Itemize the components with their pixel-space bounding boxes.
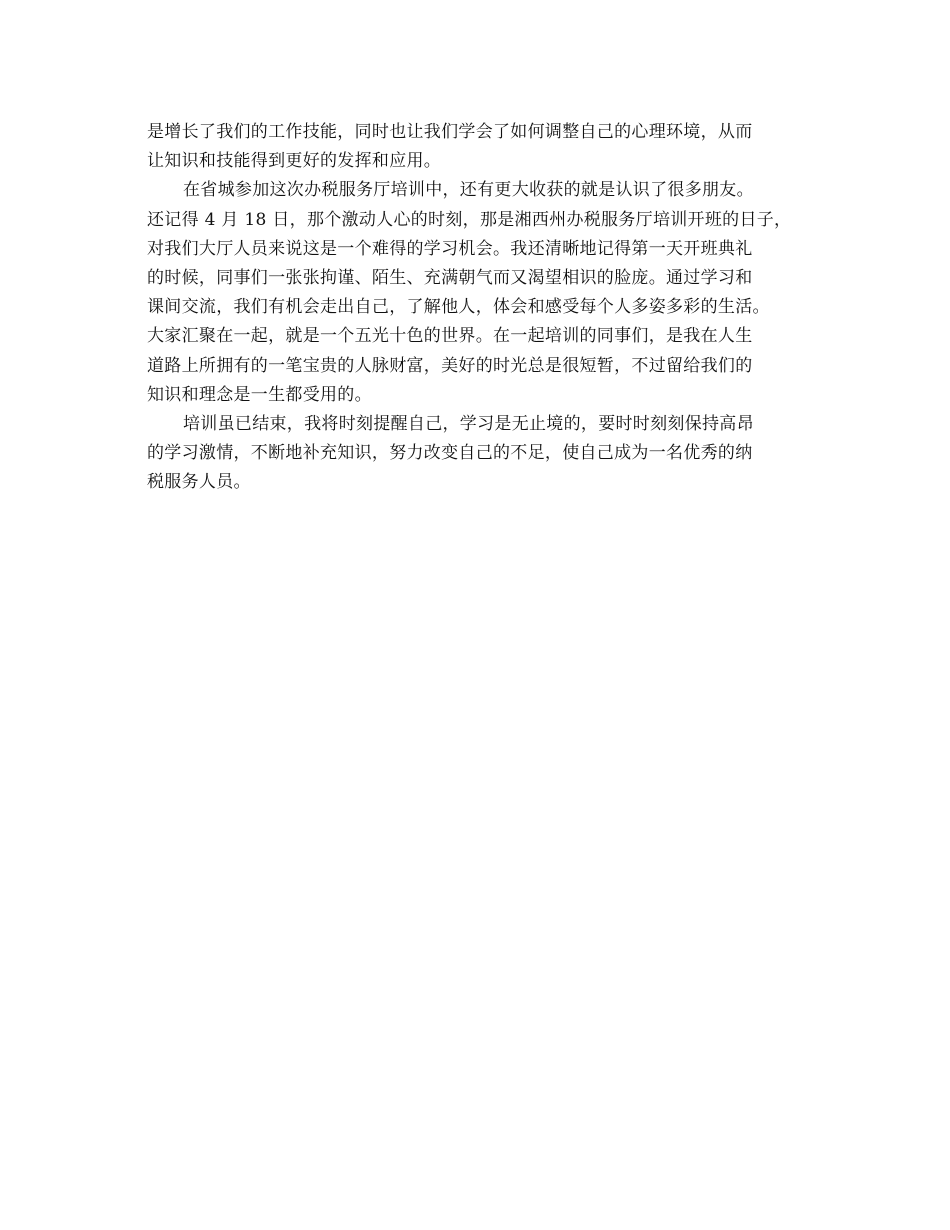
- text-line: 让知识和技能得到更好的发挥和应用。: [147, 151, 442, 172]
- paragraph-2: [147, 176, 807, 410]
- text-line: 在省城参加这次办税服务厅培训中，还有更大收获的就是认识了很多朋友。: [183, 180, 754, 201]
- text-line: 道路上所拥有的一笔宝贵的人脉财富，美好的时光总是很短暂，不过留给我们的: [147, 355, 753, 376]
- text-line: 知识和理念是一生都受用的。: [147, 384, 372, 405]
- paragraph-3: [147, 410, 807, 498]
- text-line: 课间交流，我们有机会走出自己，了解他人，体会和感受每个人多姿多彩的生活。: [147, 297, 770, 318]
- text-line: 税服务人员。: [147, 472, 251, 493]
- text-line: 培训虽已结束，我将时刻提醒自己，学习是无止境的，要时时刻刻保持高昂: [183, 414, 754, 435]
- paragraph-1: [147, 118, 807, 176]
- text-line: 对我们大厅人员来说这是一个难得的学习机会。我还清晰地记得第一天开班典礼: [147, 238, 753, 259]
- text-line: 还记得 4 月 18 日，那个激动人心的时刻，那是湘西州办税服务厅培训开班的日子，: [147, 209, 792, 230]
- text-line: 的时候，同事们一张张拘谨、陌生、充满朝气而又渴望相识的脸庞。通过学习和: [147, 268, 753, 289]
- text-line: 大家汇聚在一起，就是一个五光十色的世界。在一起培训的同事们，是我在人生: [147, 326, 753, 347]
- text-line: 是增长了我们的工作技能，同时也让我们学会了如何调整自己的心理环境，从而: [147, 122, 753, 142]
- text-line: 的学习激情，不断地补充知识，努力改变自己的不足，使自己成为一名优秀的纳: [147, 443, 753, 464]
- document-body: [147, 118, 807, 498]
